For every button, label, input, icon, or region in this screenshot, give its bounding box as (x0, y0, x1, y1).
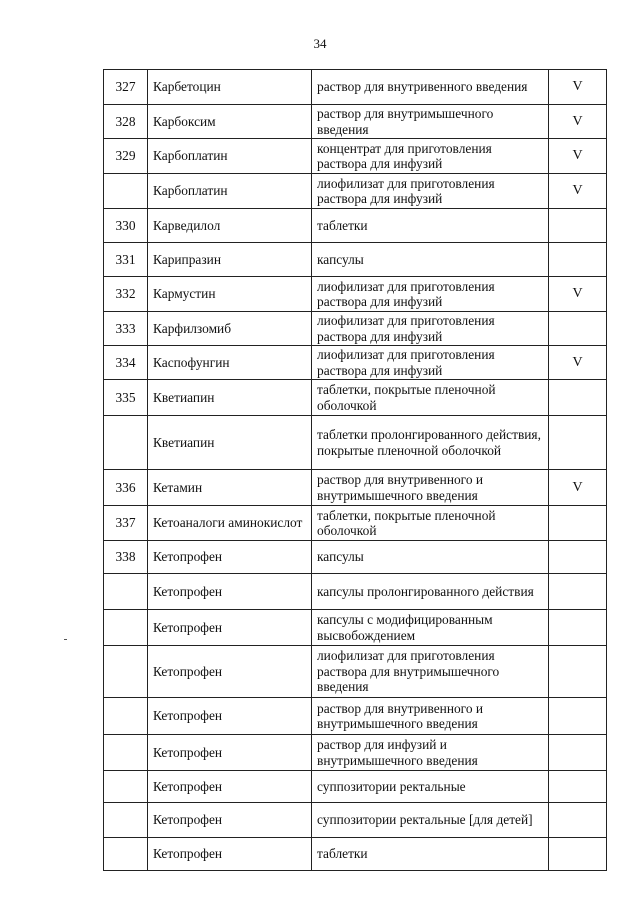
row-number-cell (104, 70, 148, 105)
row-number: 330 (115, 217, 136, 233)
vital-mark-cell (549, 541, 607, 574)
row-number: 337 (115, 515, 136, 531)
drug-name-cell (148, 312, 312, 346)
drug-name: Кетопрофен (153, 778, 223, 794)
table-row (104, 803, 607, 838)
row-number-cell (104, 139, 148, 174)
dosage-form: раствор для внутривенного и внутримышечного введения (317, 472, 484, 503)
dosage-form-cell (312, 698, 549, 735)
table-row (104, 277, 607, 312)
dosage-form: раствор для инфузий и внутримышечного введения (317, 737, 478, 768)
vital-mark: V (572, 113, 583, 129)
drug-name-cell (148, 735, 312, 771)
row-number-cell (104, 243, 148, 277)
dosage-form: лиофилизат для приготовления раствора для инфузий (317, 278, 495, 309)
table-row (104, 610, 607, 646)
vital-mark-cell (549, 277, 607, 312)
drug-name: Карведилол (153, 217, 221, 233)
row-number-cell (104, 312, 148, 346)
table-row (104, 574, 607, 610)
row-number-cell (104, 380, 148, 416)
vital-mark: V (572, 286, 583, 302)
dosage-form-cell (312, 803, 549, 838)
dosage-form-cell (312, 470, 549, 506)
drug-name: Кетопрофен (153, 812, 223, 828)
dosage-form: лиофилизат для приготовления раствора для внутримышечного введения (317, 648, 500, 695)
dosage-form-cell (312, 105, 549, 139)
drug-name: Кетамин (153, 479, 203, 495)
vital-mark-cell (549, 70, 607, 105)
drug-name-cell (148, 610, 312, 646)
row-number: 338 (115, 549, 136, 565)
vital-mark-cell (549, 470, 607, 506)
dosage-form: раствор для внутривенного введения (317, 79, 528, 95)
vital-mark-cell (549, 243, 607, 277)
table-row (104, 312, 607, 346)
drug-name: Кетопрофен (153, 549, 223, 565)
row-number-cell (104, 416, 148, 470)
dosage-form-cell (312, 541, 549, 574)
dosage-form: раствор для внутривенного и внутримышечного введения (317, 700, 484, 731)
row-number: 336 (115, 479, 136, 495)
drug-name-cell (148, 277, 312, 312)
row-number: 335 (115, 389, 136, 405)
table-row (104, 541, 607, 574)
vital-mark: V (572, 354, 583, 370)
drug-name-cell (148, 416, 312, 470)
table-row (104, 174, 607, 209)
table-row (104, 380, 607, 416)
table-row (104, 243, 607, 277)
drug-name: Карбоплатин (153, 148, 228, 164)
dosage-form: капсулы (317, 251, 364, 267)
drug-name: Кармустин (153, 286, 216, 302)
vital-mark-cell (549, 346, 607, 380)
dosage-form: раствор для внутримышечного введения (317, 106, 494, 137)
dosage-form-cell (312, 506, 549, 541)
page-number: 34 (313, 36, 327, 51)
table-row (104, 646, 607, 698)
dosage-form: суппозитории ректальные (317, 778, 466, 794)
vital-mark-cell (549, 105, 607, 139)
dosage-form-cell (312, 139, 549, 174)
dosage-form: таблетки, покрытые пленочной оболочкой (317, 507, 496, 538)
dosage-form-cell (312, 380, 549, 416)
vital-mark-cell (549, 838, 607, 871)
dosage-form-cell (312, 312, 549, 346)
row-number-cell (104, 346, 148, 380)
dosage-form: капсулы (317, 549, 364, 565)
vital-mark-cell (549, 506, 607, 541)
row-number-cell (104, 541, 148, 574)
drug-name-cell (148, 243, 312, 277)
drug-name-cell (148, 70, 312, 105)
dosage-form: лиофилизат для приготовления раствора для инфузий (317, 175, 495, 206)
vital-mark: V (572, 148, 583, 164)
drug-name-cell (148, 209, 312, 243)
vital-mark-cell (549, 735, 607, 771)
dosage-form: суппозитории ректальные [для детей] (317, 812, 533, 828)
row-number: 331 (115, 251, 136, 267)
table-row (104, 470, 607, 506)
dosage-form: таблетки пролонгированного действия, покрытые пленочной оболочкой (317, 427, 541, 458)
drug-list-body (104, 70, 607, 871)
row-number-cell (104, 610, 148, 646)
drug-name: Кветиапин (153, 389, 215, 405)
row-number: 327 (115, 79, 136, 95)
drug-name: Карбоплатин (153, 183, 228, 199)
table-row (104, 416, 607, 470)
drug-list-table (103, 69, 607, 871)
dosage-form: концентрат для приготовления раствора для инфузий (317, 140, 492, 171)
table-row (104, 698, 607, 735)
dosage-form: лиофилизат для приготовления раствора для инфузий (317, 313, 495, 344)
drug-name-cell (148, 174, 312, 209)
dosage-form: таблетки, покрытые пленочной оболочкой (317, 382, 496, 413)
table-row (104, 838, 607, 871)
table-row (104, 139, 607, 174)
drug-name: Кетопрофен (153, 619, 223, 635)
dosage-form-cell (312, 209, 549, 243)
drug-name: Кетопрофен (153, 846, 223, 862)
row-number-cell (104, 735, 148, 771)
dosage-form-cell (312, 346, 549, 380)
dosage-form-cell (312, 610, 549, 646)
dosage-form-cell (312, 416, 549, 470)
vital-mark: V (572, 79, 583, 95)
drug-name-cell (148, 470, 312, 506)
drug-name-cell (148, 698, 312, 735)
row-number-cell (104, 174, 148, 209)
table-row (104, 506, 607, 541)
dosage-form-cell (312, 174, 549, 209)
dosage-form: капсулы с модифицированным высвобождением (317, 612, 493, 643)
drug-name: Каспофунгин (153, 354, 230, 370)
drug-name: Карфилзомиб (153, 320, 232, 336)
drug-name: Кветиапин (153, 434, 215, 450)
drug-name-cell (148, 105, 312, 139)
drug-name-cell (148, 803, 312, 838)
dosage-form-cell (312, 838, 549, 871)
drug-name: Кетоаналоги аминокислот (153, 515, 303, 531)
dosage-form-cell (312, 70, 549, 105)
drug-name: Кетопрофен (153, 583, 223, 599)
dosage-form-cell (312, 574, 549, 610)
row-number: 329 (115, 148, 136, 164)
dosage-form: таблетки (317, 846, 368, 862)
row-number-cell (104, 105, 148, 139)
drug-name-cell (148, 771, 312, 803)
dosage-form-cell (312, 277, 549, 312)
row-number-cell (104, 771, 148, 803)
drug-name: Карбоксим (153, 113, 216, 129)
table-row (104, 735, 607, 771)
drug-name-cell (148, 574, 312, 610)
dosage-form-cell (312, 735, 549, 771)
scan-speck (64, 639, 67, 640)
drug-name-cell (148, 838, 312, 871)
vital-mark: V (572, 183, 583, 199)
row-number: 334 (115, 354, 136, 370)
row-number-cell (104, 277, 148, 312)
dosage-form-cell (312, 243, 549, 277)
drug-name-cell (148, 380, 312, 416)
drug-name-cell (148, 506, 312, 541)
vital-mark-cell (549, 610, 607, 646)
row-number-cell (104, 470, 148, 506)
row-number: 332 (115, 286, 136, 302)
dosage-form-cell (312, 646, 549, 698)
vital-mark-cell (549, 209, 607, 243)
vital-mark-cell (549, 574, 607, 610)
vital-mark-cell (549, 174, 607, 209)
row-number: 328 (115, 113, 136, 129)
row-number-cell (104, 209, 148, 243)
row-number: 333 (115, 320, 136, 336)
vital-mark-cell (549, 139, 607, 174)
drug-name: Кетопрофен (153, 708, 223, 724)
drug-name-cell (148, 346, 312, 380)
drug-name: Кетопрофен (153, 663, 223, 679)
vital-mark-cell (549, 698, 607, 735)
dosage-form-cell (312, 771, 549, 803)
row-number-cell (104, 506, 148, 541)
vital-mark-cell (549, 771, 607, 803)
row-number-cell (104, 803, 148, 838)
dosage-form: капсулы пролонгированного действия (317, 583, 534, 599)
row-number-cell (104, 698, 148, 735)
vital-mark-cell (549, 380, 607, 416)
dosage-form: лиофилизат для приготовления раствора для инфузий (317, 347, 495, 378)
vital-mark-cell (549, 312, 607, 346)
drug-name-cell (148, 541, 312, 574)
table-row (104, 209, 607, 243)
row-number-cell (104, 574, 148, 610)
row-number-cell (104, 646, 148, 698)
drug-name: Кетопрофен (153, 744, 223, 760)
table-row (104, 346, 607, 380)
dosage-form: таблетки (317, 217, 368, 233)
drug-name: Карипразин (153, 251, 221, 267)
vital-mark-cell (549, 416, 607, 470)
vital-mark-cell (549, 803, 607, 838)
drug-name: Карбетоцин (153, 79, 221, 95)
drug-name-cell (148, 646, 312, 698)
vital-mark: V (572, 479, 583, 495)
table-row (104, 771, 607, 803)
vital-mark-cell (549, 646, 607, 698)
row-number-cell (104, 838, 148, 871)
table-row (104, 70, 607, 105)
table-row (104, 105, 607, 139)
drug-name-cell (148, 139, 312, 174)
